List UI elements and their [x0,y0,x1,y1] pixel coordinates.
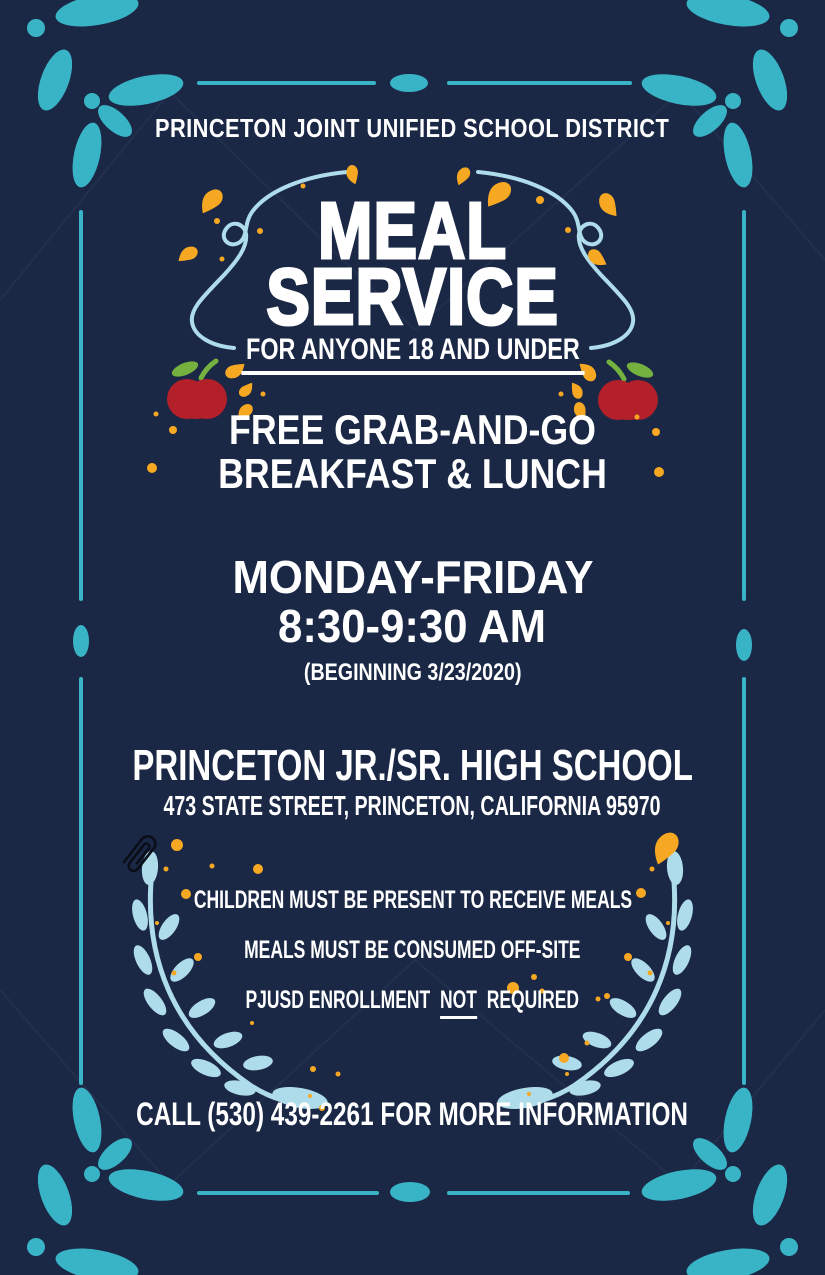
rule-enrollment-before: PJUSD ENROLLMENT [245,986,431,1014]
location-name-text: PRINCETON JR./SR. HIGH SCHOOL [132,741,693,790]
location-name [0,742,825,790]
poster-title [0,186,825,341]
title-line-2: SERVICE [266,252,559,341]
offer-heading [0,408,825,496]
location-address [0,790,825,822]
rule-consumed-offsite [0,935,825,965]
location-address-text: 473 STATE STREET, PRINCETON, CALIFORNIA 95970 [163,790,661,821]
service-days-text: MONDAY-FRIDAY [232,551,593,603]
start-date-note [0,658,825,688]
rule-children-present-text: CHILDREN MUST BE PRESENT TO RECEIVE MEALS [193,886,632,914]
service-days [0,552,825,602]
contact-footer [0,1095,825,1133]
rule-enrollment [0,985,825,1019]
contact-footer-text: CALL (530) 439-2261 FOR MORE INFORMATION [136,1096,689,1132]
offer-line-2: BREAKFAST & LUNCH [218,450,607,497]
rule-enrollment-after: REQUIRED [486,986,580,1014]
rule-consumed-offsite-text: MEALS MUST BE CONSUMED OFF-SITE [244,936,581,964]
district-name: PRINCETON JOINT UNIFIED SCHOOL DISTRICT [155,113,670,143]
rule-children-present [0,885,825,915]
start-date-text: (BEGINNING 3/23/2020) [303,659,522,686]
rule-enrollment-text [246,985,580,1019]
title-line-1: MEAL [317,186,508,275]
audience-subtitle [0,332,825,375]
district-header [0,112,825,144]
service-time-text: 8:30-9:30 AM [278,600,547,652]
offer-line-1: FREE GRAB-AND-GO [229,406,596,453]
rule-enrollment-not: NOT [440,985,477,1019]
service-time [0,602,825,650]
audience-subtitle-text: FOR ANYONE 18 AND UNDER [241,332,584,375]
